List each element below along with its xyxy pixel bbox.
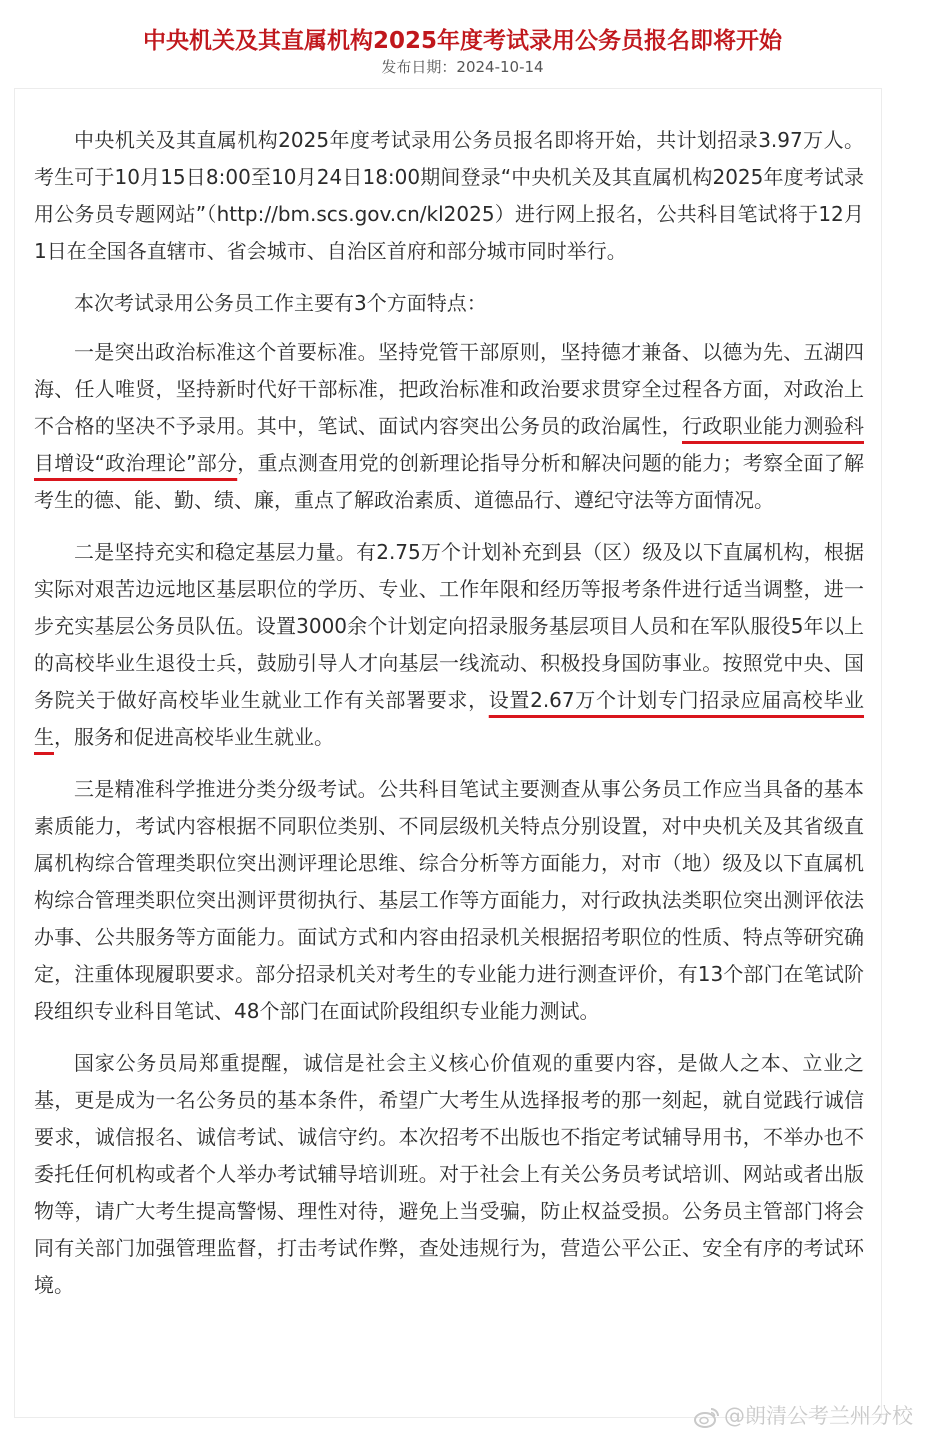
publish-date [0,56,925,78]
paragraph-integrity-reminder: 国家公务员局郑重提醒，诚信是社会主义核心价值观的重要内容，是做人之本、立业之基，更是成为一名公务员的基本条件，希望广大考生从选择报考的那一刻起，就自觉践行诚信要求，诚信报名、诚信考试、诚信守约。本次招考不出版也不指定考试辅导用书，不举办也不委托任何机构或者个人举办考试辅导培训班。对于社会上有关公务员考试培训、网站或者出版物等，请广大考生提高警惕、理性对待，避免上当受骗，防止权益受损。公务员主管部门将会同有关部门加强管理监督，打击考试作弊，查处违规行为，营造公平公正、安全有序的考试环境。 [34,1051,864,1297]
highlight-political-theory: 行政职业能力测验科目增设“政治理论”部分 [34,414,864,475]
article-title: 中央机关及其直属机构2025年度考试录用公务员报名即将开始 [142,28,782,55]
paragraph-feature-two-text-a: 二是坚持充实和稳定基层力量。有2.75万个计划补充到县（区）级及以下直属机构，根据实际对艰苦边远地区基层职位的学历、专业、工作年限和经历等报考条件进行适当调整，进一步充实基层公务员队伍。设置3000余个计划定向招录服务基层项目人员和在军队服役5年以上的高校毕业生退役士兵，鼓励引导人才向基层一线流动、积极投身国防事业。按照党中央、国务院关于做好高校毕业生就业工作有关部署要求， [34,540,864,712]
paragraph-intro: 中央机关及其直属机构2025年度考试录用公务员报名即将开始，共计划招录3.97万人。考生可于10月15日8:00至10月24日18:00期间登录“中央机关及其直属机构2025年度考试录用公务员专题网站”（http://bm.scs.gov.cn/kl2025）进行网上报名，公共科目笔试将于12月1日在全国各直辖市、省会城市、自治区首府和部分城市同时举行。 [34,128,864,263]
weibo-icon [694,1405,720,1427]
watermark [694,1400,913,1432]
paragraph-feature-two [34,534,864,756]
paragraph-feature-one-text-b: ，重点测查用党的创新理论指导分析和解决问题的能力；考察全面了解考生的德、能、勤、绩、廉，重点了解政治素质、道德品行、遵纪守法等方面情况。 [34,451,864,512]
highlight-graduate-quota: 设置2.67万个计划专门招录应届高校毕业生 [34,688,865,749]
paragraph-feature-one-text-a: 一是突出政治标准这个首要标准。坚持党管干部原则，坚持德才兼备、以德为先、五湖四海、任人唯贤，坚持新时代好干部标准，把政治标准和政治要求贯穿全过程各方面，对政治上不合格的坚决不予录用。其中，笔试、面试内容突出公务员的政治属性， [34,340,864,438]
paragraph-feature-three: 三是精准科学推进分类分级考试。公共科目笔试主要测查从事公务员工作应当具备的基本素质能力，考试内容根据不同职位类别、不同层级机关特点分别设置，对中央机关及其省级直属机构综合管理类职位突出测评理论思维、综合分析等方面能力，对市（地）级及以下直属机构综合管理类职位突出测评贯彻执行、基层工作等方面能力，对行政执法类职位突出测评依法办事、公共服务等方面能力。面试方式和内容由招录机关根据招考职位的性质、特点等研究确定，注重体现履职要求。部分招录机关对考生的专业能力进行测查评价，有13个部门在笔试阶段组织专业科目笔试、48个部门在面试阶段组织专业能力测试。 [34,777,864,1023]
publish-date-label: 发布日期： [381,58,457,76]
publish-date-value: 2024-10-14 [456,58,544,76]
paragraph-feature-two-text-b: ，服务和促进高校毕业生就业。 [54,725,334,749]
paragraph-features-lead: 本次考试录用公务员工作主要有3个方面特点： [74,291,487,315]
paragraph-feature-one [34,334,864,519]
watermark-text: @朗清公考兰州分校 [724,1404,913,1428]
article-body [34,122,864,1319]
